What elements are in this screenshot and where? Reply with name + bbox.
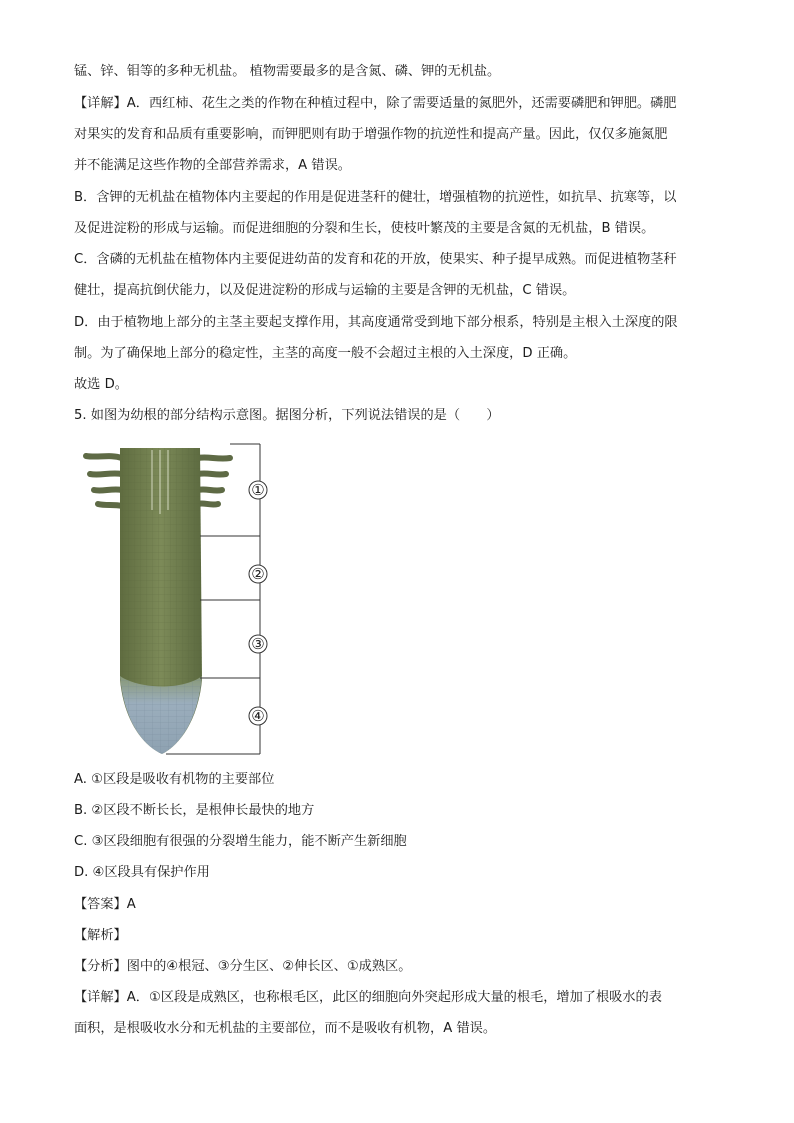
answer-line: 【答案】A	[74, 897, 136, 912]
text-line: D．由于植物地上部分的主茎主要起支撑作用，其高度通常受到地下部分根系，特别是主根入土深度的限	[74, 315, 678, 330]
detail-line: 【详解】A．①区段是成熟区，也称根毛区，此区的细胞向外突起形成大量的根毛，增加了根吸水的表	[74, 990, 662, 1005]
text-line: 故选 D。	[74, 377, 128, 392]
root-hairs-right	[198, 457, 230, 504]
detail-line: 面积，是根吸收水分和无机盐的主要部位，而不是吸收有机物，A 错误。	[74, 1021, 497, 1036]
root-structure-figure	[80, 440, 280, 758]
text-line: B．含钾的无机盐在植物体内主要起的作用是促进茎秆的健壮，增强植物的抗逆性，如抗旱、抗寒等，以	[74, 190, 677, 205]
zone-label-4: ④	[251, 707, 265, 725]
analysis-heading: 【解析】	[74, 928, 127, 943]
root-hairs-left	[86, 456, 122, 506]
text-line: 【详解】A．西红柿、花生之类的作物在种植过程中，除了需要适量的氮肥外，还需要磷肥和钾肥。磷肥	[74, 96, 677, 111]
question-stem: 5. 如图为幼根的部分结构示意图。据图分析，下列说法错误的是（ ）	[74, 408, 500, 423]
text-line: 对果实的发育和品质有重要影响，而钾肥则有助于增强作物的抗逆性和提高产量。因此，仅仅多施氮肥	[74, 127, 668, 142]
text-line: 并不能满足这些作物的全部营养需求，A 错误。	[74, 158, 351, 173]
option-a: A. ①区段是吸收有机物的主要部位	[74, 772, 275, 787]
zone-label-3: ③	[251, 635, 265, 653]
text-line: 锰、锌、钼等的多种无机盐。 植物需要最多的是含氮、磷、钾的无机盐。	[74, 64, 501, 79]
text-line: C．含磷的无机盐在植物体内主要促进幼苗的发育和花的开放，使果实、种子提早成熟。而促进植物茎秆	[74, 252, 677, 267]
text-line: 制。为了确保地上部分的稳定性，主茎的高度一般不会超过主根的入土深度，D 正确。	[74, 346, 577, 361]
text-line: 及促进淀粉的形成与运输。而促进细胞的分裂和生长，使枝叶繁茂的主要是含氮的无机盐，B 错误。	[74, 221, 655, 236]
option-c: C. ③区段细胞有很强的分裂增生能力，能不断产生新细胞	[74, 834, 407, 849]
option-b: B. ②区段不断长长，是根伸长最快的地方	[74, 803, 315, 818]
analysis-text: 【分析】图中的④根冠、③分生区、②伸长区、①成熟区。	[74, 959, 412, 974]
zone-label-2: ②	[251, 565, 265, 583]
option-d: D. ④区段具有保护作用	[74, 865, 210, 880]
zone-label-1: ①	[251, 481, 265, 499]
text-line: 健壮，提高抗倒伏能力，以及促进淀粉的形成与运输的主要是含钾的无机盐，C 错误。	[74, 283, 576, 298]
